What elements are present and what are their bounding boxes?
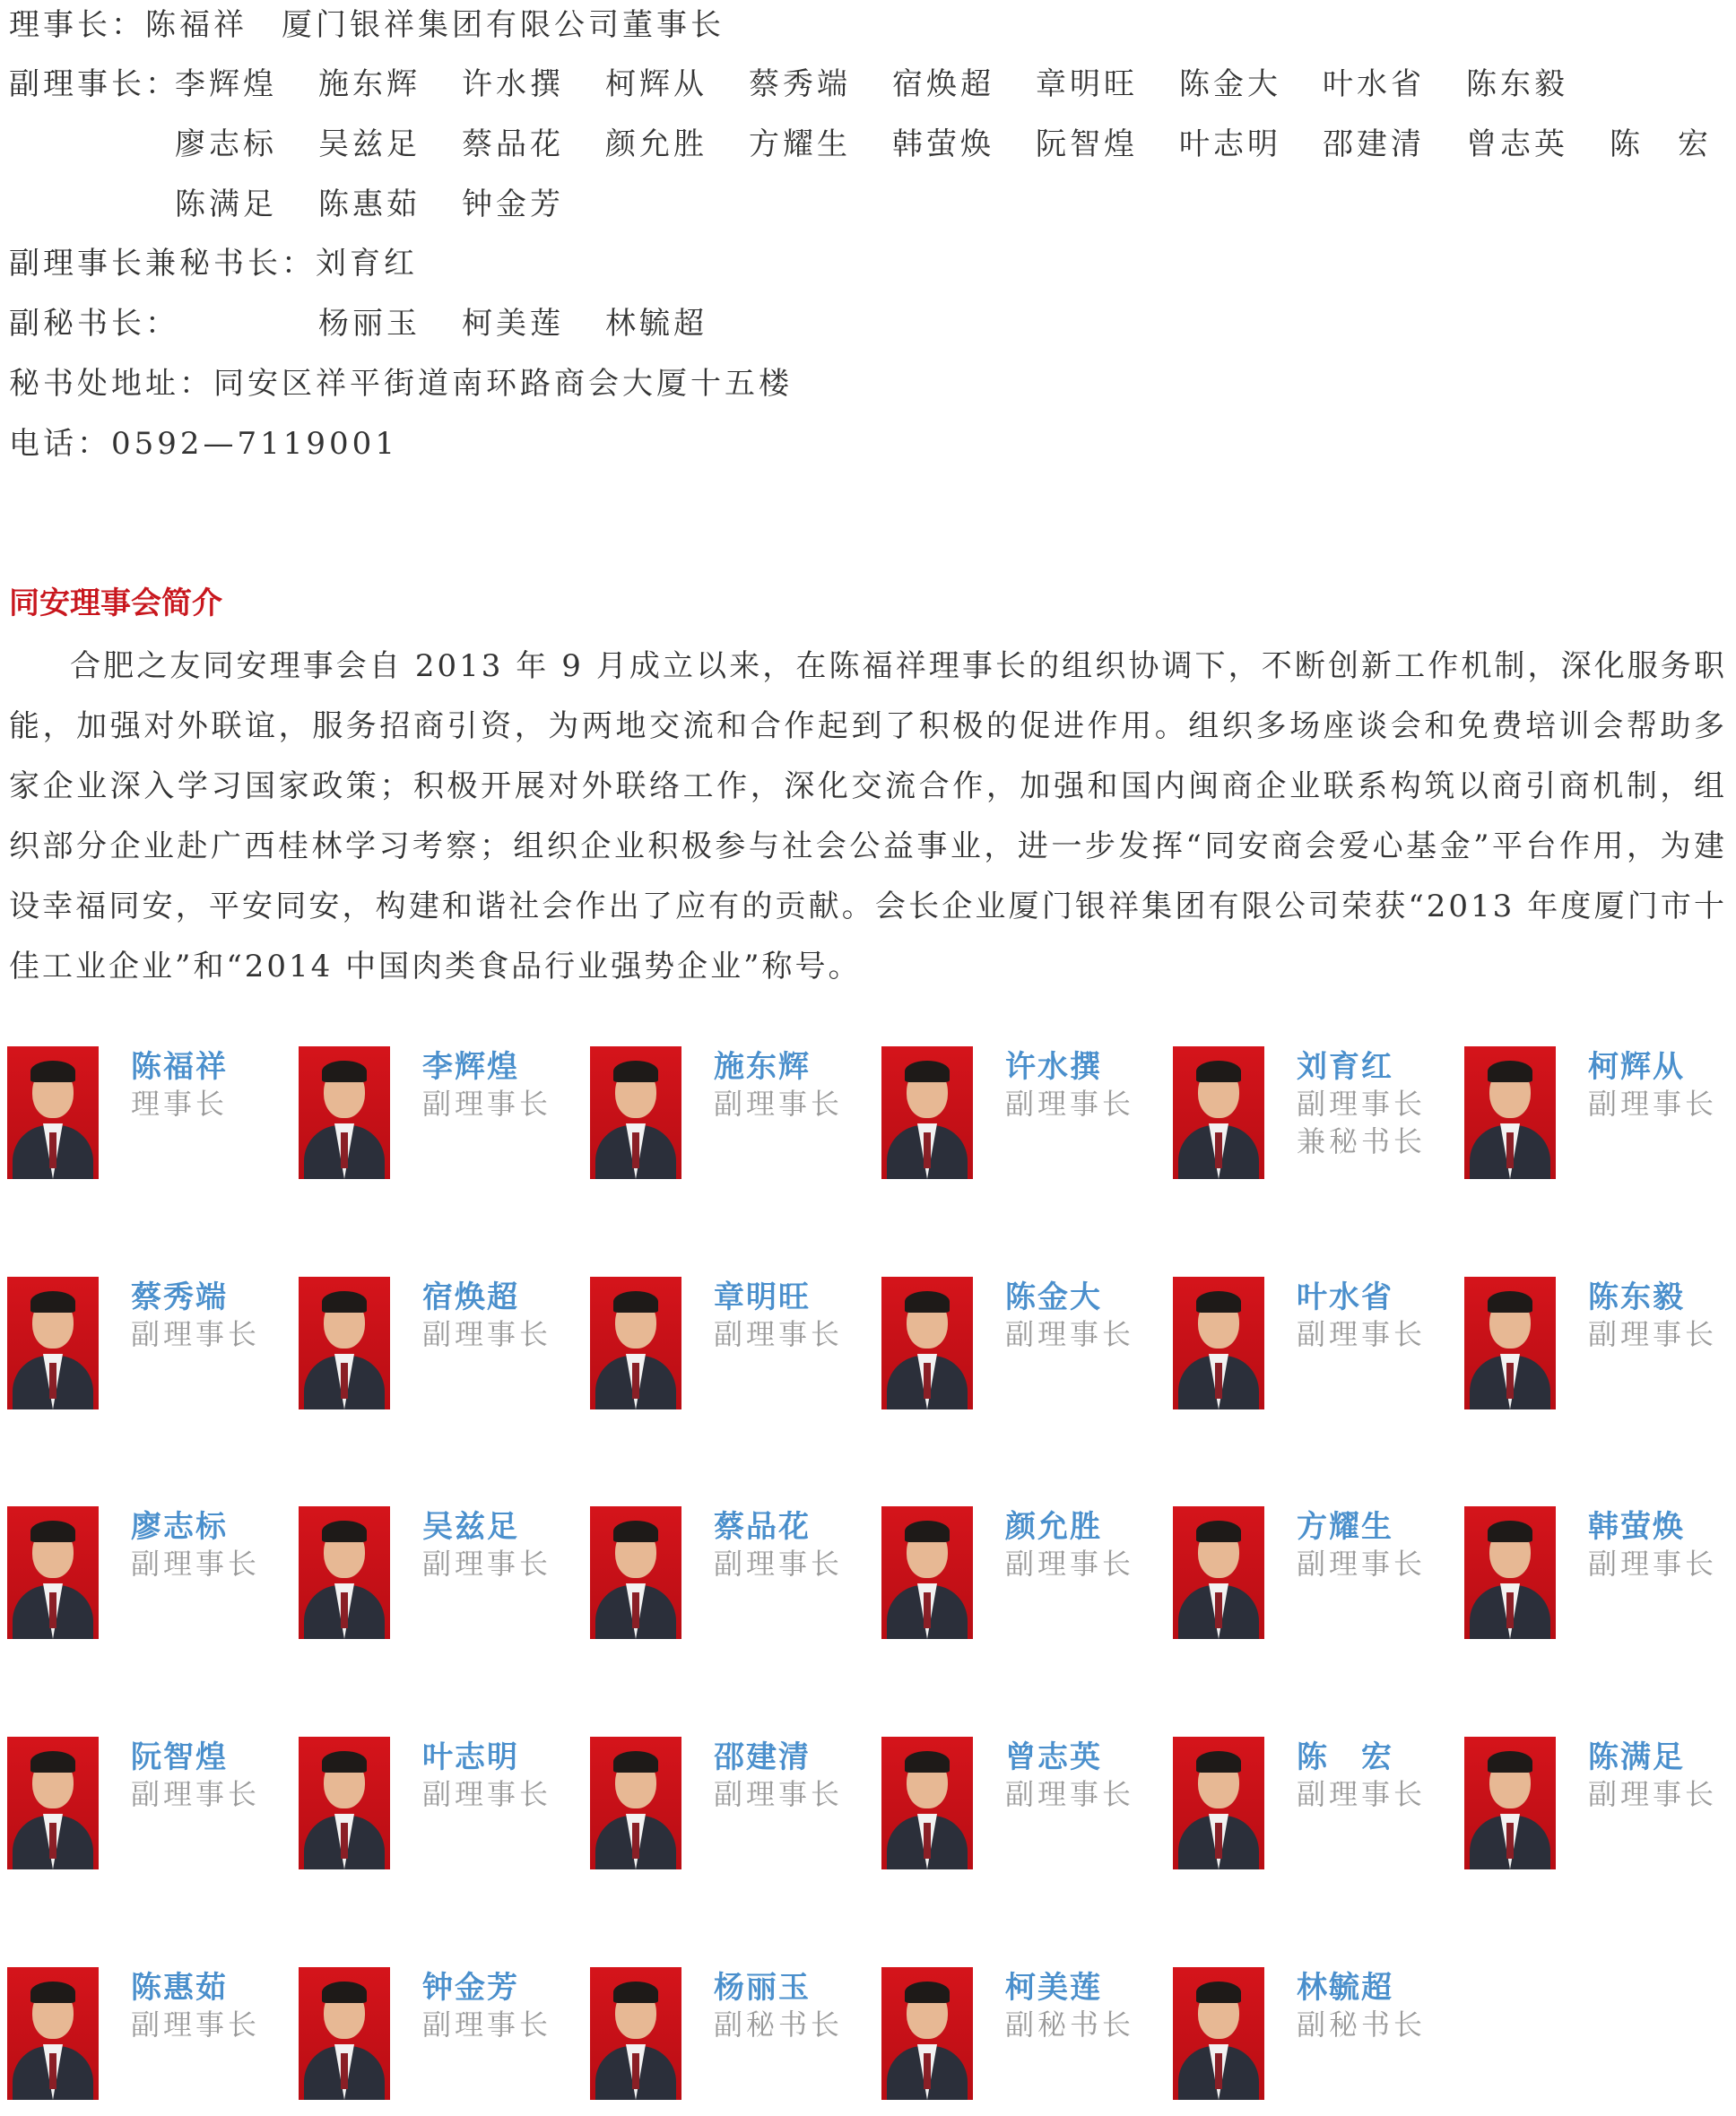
vice-chairman-name: 韩萤焕 <box>892 126 994 162</box>
vice-chairman-name: 施东辉 <box>318 66 421 102</box>
member-card <box>1464 1042 1736 1194</box>
member-card <box>7 1732 294 1885</box>
chairman-line <box>9 4 725 47</box>
vice-chairmen-line-3 <box>9 183 1727 226</box>
member-portrait-photo <box>590 1277 681 1409</box>
vice-chairman-name: 方耀生 <box>749 126 851 162</box>
phone-line <box>9 422 398 465</box>
member-card <box>7 1963 294 2115</box>
member-name: 陈惠茹 <box>131 1970 228 2006</box>
member-name: 方耀生 <box>1297 1509 1393 1545</box>
section-title: 同安理事会简介 <box>9 585 222 621</box>
member-title: 副秘书长 <box>714 2008 844 2042</box>
phone-label: 电话： <box>9 426 111 462</box>
member-portrait-photo <box>299 1967 390 2100</box>
member-portrait-photo <box>7 1506 99 1639</box>
chairman-label: 理事长： <box>9 7 145 43</box>
member-name: 韩萤焕 <box>1588 1509 1685 1545</box>
vice-chairman-name: 蔡品花 <box>462 126 564 162</box>
member-name: 蔡秀端 <box>131 1279 228 1315</box>
member-title: 副理事长 <box>1588 1087 1718 1121</box>
member-name: 李辉煌 <box>422 1049 519 1085</box>
member-title: 副理事长 <box>1588 1317 1718 1351</box>
deputy-secgen-name: 杨丽玉 <box>318 306 421 342</box>
member-portrait-photo <box>1173 1737 1264 1869</box>
member-title: 副理事长 <box>714 1777 844 1811</box>
vice-chairman-name: 陈东毅 <box>1466 66 1568 102</box>
member-title: 副理事长 <box>1005 1777 1135 1811</box>
member-title: 副理事长 <box>1005 1317 1135 1351</box>
member-card <box>299 1502 586 1654</box>
member-card <box>881 1502 1168 1654</box>
vice-secgen-value: 刘育红 <box>316 246 418 282</box>
member-card <box>1464 1272 1736 1425</box>
member-name: 廖志标 <box>131 1509 228 1545</box>
member-card <box>590 1502 877 1654</box>
member-portrait-photo <box>1173 1046 1264 1179</box>
vice-chairman-name: 陈满足 <box>175 186 277 222</box>
vice-chairmen-label: 副理事长： <box>9 66 179 102</box>
member-card <box>299 1963 586 2115</box>
vice-chairman-name: 邵建清 <box>1323 126 1425 162</box>
vice-chairman-name: 宿焕超 <box>892 66 994 102</box>
member-name: 蔡品花 <box>714 1509 811 1545</box>
member-card <box>590 1732 877 1885</box>
member-title: 副理事长 <box>422 1087 552 1121</box>
member-title: 副理事长 <box>1297 1547 1427 1581</box>
member-portrait-photo <box>881 1277 973 1409</box>
vice-chairman-name: 章明旺 <box>1036 66 1138 102</box>
vice-chairman-name: 吴兹足 <box>318 126 421 162</box>
member-title: 副理事长 <box>422 2008 552 2042</box>
member-portrait-photo <box>881 1737 973 1869</box>
member-portrait-photo <box>299 1046 390 1179</box>
member-card <box>299 1732 586 1885</box>
member-name: 陈福祥 <box>131 1049 228 1085</box>
vice-chairmen-line-1 <box>9 63 1727 106</box>
intro-paragraph: 合肥之友同安理事会自 2013 年 9 月成立以来，在陈福祥理事长的组织协调下，不断创新工作机制，深化服务职能，加强对外联谊，服务招商引资，为两地交流和合作起到了积极的促进作用。组织多场座谈会和免费培训会帮助多家企业深入学习国家政策；积极开展对外联络工作，深化交流合作，加强和国内闽商企业联系构筑以商引商机制，组织部分企业赴广西桂林学习考察；组织企业积极参与社会公益事业，进一步发挥“同安商会爱心基金”平台作用，为建设幸福同安，平安同安，构建和谐社会作出了应有的贡献。会长企业厦门银祥集团有限公司荣获“2013 年度厦门市十佳工业企业”和“2014 中国肉类食品行业强势企业”称号。 <box>9 648 1727 984</box>
member-portrait-photo <box>7 1277 99 1409</box>
member-title: 副理事长 <box>131 1547 261 1581</box>
vice-chairman-name: 颜允胜 <box>605 126 707 162</box>
member-portrait-photo <box>299 1277 390 1409</box>
member-portrait-photo <box>1173 1967 1264 2100</box>
member-name: 杨丽玉 <box>714 1970 811 2006</box>
member-card <box>881 1042 1168 1194</box>
member-portrait-photo <box>7 1737 99 1869</box>
member-name: 林毓超 <box>1297 1970 1393 2006</box>
member-card <box>7 1042 294 1194</box>
member-portrait-photo <box>590 1967 681 2100</box>
vice-chairman-name: 蔡秀端 <box>749 66 851 102</box>
member-title: 副理事长 <box>1297 1777 1427 1811</box>
vice-chairman-name: 曾志英 <box>1466 126 1568 162</box>
chairman-value: 陈福祥 厦门银祥集团有限公司董事长 <box>145 7 725 43</box>
member-title: 副秘书长 <box>1297 2008 1427 2042</box>
member-card <box>881 1732 1168 1885</box>
address-label: 秘书处地址： <box>9 366 213 402</box>
member-title: 副理事长 <box>714 1087 844 1121</box>
member-title: 副理事长 <box>131 2008 261 2042</box>
vice-chairman-name: 李辉煌 <box>175 66 277 102</box>
member-title: 副秘书长 <box>1005 2008 1135 2042</box>
member-portrait-photo <box>590 1046 681 1179</box>
member-card <box>7 1272 294 1425</box>
member-portrait-photo <box>1464 1737 1556 1869</box>
member-portrait-photo <box>1464 1046 1556 1179</box>
vice-secgen-line <box>9 242 418 285</box>
member-name: 叶志明 <box>422 1739 519 1775</box>
member-title: 副理事长兼秘书长 <box>1297 1087 1427 1158</box>
member-card <box>1173 1502 1460 1654</box>
member-title: 副理事长 <box>1297 1317 1427 1351</box>
member-title: 副理事长 <box>422 1317 552 1351</box>
member-title: 副理事长 <box>714 1547 844 1581</box>
deputy-secgen-name: 柯美莲 <box>462 306 564 342</box>
member-name: 吴兹足 <box>422 1509 519 1545</box>
member-card <box>7 1502 294 1654</box>
member-title: 副理事长 <box>131 1317 261 1351</box>
member-name: 柯辉从 <box>1588 1049 1685 1085</box>
member-name: 章明旺 <box>714 1279 811 1315</box>
member-name: 柯美莲 <box>1005 1970 1102 2006</box>
member-title: 副理事长 <box>1005 1087 1135 1121</box>
member-portrait-photo <box>881 1967 973 2100</box>
member-name: 许水撰 <box>1005 1049 1102 1085</box>
member-name: 颜允胜 <box>1005 1509 1102 1545</box>
member-card <box>299 1042 586 1194</box>
member-name: 刘育红 <box>1297 1049 1393 1085</box>
member-name: 施东辉 <box>714 1049 811 1085</box>
member-portrait-photo <box>881 1506 973 1639</box>
member-card <box>1173 1042 1460 1194</box>
member-card <box>299 1272 586 1425</box>
vice-chairman-name: 钟金芳 <box>462 186 564 222</box>
member-card <box>590 1963 877 2115</box>
member-portrait-photo <box>7 1967 99 2100</box>
vice-secgen-label: 副理事长兼秘书长： <box>9 246 316 282</box>
member-portrait-photo <box>299 1737 390 1869</box>
member-card <box>881 1963 1168 2115</box>
member-name: 陈金大 <box>1005 1279 1102 1315</box>
member-title: 副理事长 <box>422 1777 552 1811</box>
member-title: 副理事长 <box>714 1317 844 1351</box>
address-line <box>9 362 793 405</box>
member-card <box>590 1272 877 1425</box>
member-name: 钟金芳 <box>422 1970 519 2006</box>
member-portrait-photo <box>1464 1277 1556 1409</box>
member-portrait-photo <box>881 1046 973 1179</box>
member-name: 阮智煌 <box>131 1739 228 1775</box>
member-card <box>881 1272 1168 1425</box>
member-portrait-photo <box>1464 1506 1556 1639</box>
member-name: 陈满足 <box>1588 1739 1685 1775</box>
member-name: 宿焕超 <box>422 1279 519 1315</box>
member-title: 副理事长 <box>131 1777 261 1811</box>
vice-chairman-name: 陈金大 <box>1179 66 1281 102</box>
vice-chairman-name: 陈 宏 <box>1610 126 1712 162</box>
member-portrait-photo <box>299 1506 390 1639</box>
member-name: 陈 宏 <box>1297 1739 1393 1775</box>
member-portrait-photo <box>1173 1277 1264 1409</box>
member-name: 邵建清 <box>714 1739 811 1775</box>
deputy-secgen-label: 副秘书长： <box>9 306 179 342</box>
member-portrait-photo <box>590 1737 681 1869</box>
member-card <box>1464 1732 1736 1885</box>
member-card <box>1173 1272 1460 1425</box>
member-title: 副理事长 <box>1588 1547 1718 1581</box>
member-card <box>590 1042 877 1194</box>
vice-chairman-name: 柯辉从 <box>605 66 707 102</box>
vice-chairman-name: 叶志明 <box>1179 126 1281 162</box>
member-card <box>1464 1502 1736 1654</box>
member-portrait-photo <box>590 1506 681 1639</box>
member-card <box>1173 1963 1460 2115</box>
deputy-secgen-name: 林毓超 <box>605 306 707 342</box>
vice-chairman-name: 陈惠茹 <box>318 186 421 222</box>
member-portrait-photo <box>1173 1506 1264 1639</box>
member-title: 副理事长 <box>422 1547 552 1581</box>
vice-chairman-name: 阮智煌 <box>1036 126 1138 162</box>
member-name: 陈东毅 <box>1588 1279 1685 1315</box>
member-title: 副理事长 <box>1005 1547 1135 1581</box>
member-portrait-photo <box>7 1046 99 1179</box>
deputy-secgen-line <box>9 302 1727 345</box>
vice-chairman-name: 廖志标 <box>175 126 277 162</box>
member-name: 叶水省 <box>1297 1279 1393 1315</box>
address-value: 同安区祥平街道南环路商会大厦十五楼 <box>213 366 793 402</box>
vice-chairman-name: 叶水省 <box>1323 66 1425 102</box>
member-name: 曾志英 <box>1005 1739 1102 1775</box>
member-title: 理事长 <box>131 1087 229 1121</box>
member-title: 副理事长 <box>1588 1777 1718 1811</box>
member-card <box>1173 1732 1460 1885</box>
phone-value: 0592—7119001 <box>111 426 398 462</box>
vice-chairman-name: 许水撰 <box>462 66 564 102</box>
vice-chairmen-line-2 <box>9 123 1727 166</box>
